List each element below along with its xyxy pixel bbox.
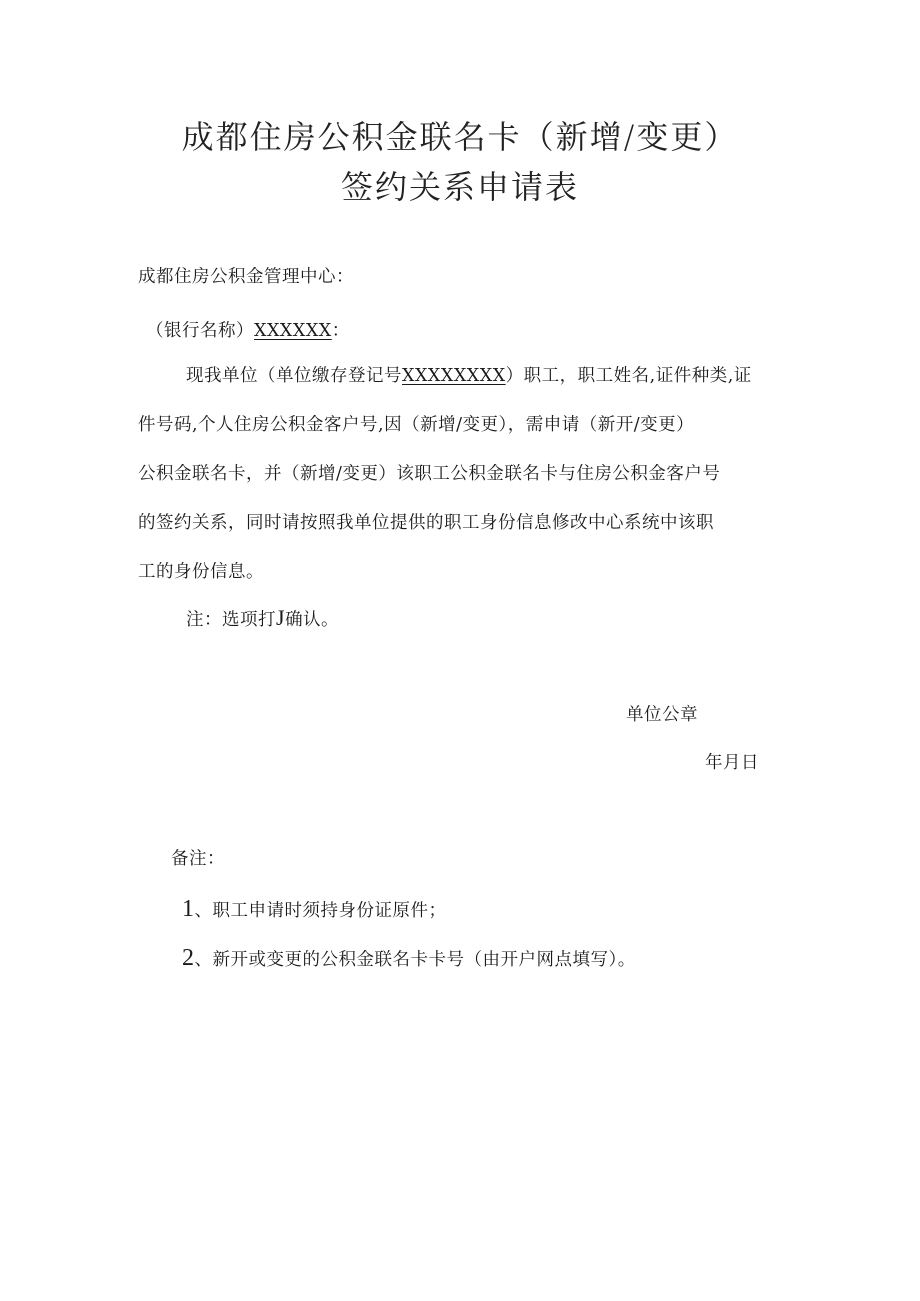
- body-line-2: 件号码,个人住房公积金客户号,因（新增/变更），需申请（新开/变更）: [138, 415, 695, 435]
- form-title-line-1: 成都住房公积金联名卡（新增/变更）: [181, 118, 739, 156]
- body-line-1-suffix: ）职工，职工姓名,证件种类,证: [505, 366, 752, 386]
- date-label: 年月日: [705, 753, 759, 773]
- addressee: 成都住房公积金管理中心：: [138, 267, 354, 287]
- remark-item-1: [182, 897, 447, 923]
- bank-name: XXXXXX: [254, 321, 332, 341]
- registration-number: XXXXXXXX: [402, 366, 506, 386]
- body-line-1-prefix: 现我单位（单位缴存登记号: [186, 366, 402, 386]
- remarks-label: 备注：: [171, 849, 225, 869]
- note-line: [186, 606, 339, 632]
- note-suffix: 确认。: [285, 610, 340, 630]
- form-title-line-2: 签约关系申请表: [340, 168, 579, 206]
- body-line-3: 公积金联名卡，并（新增/变更）该职工公积金联名卡与住房公积金客户号: [138, 464, 721, 484]
- check-mark: J: [276, 605, 286, 630]
- body-line-4: 的签约关系，同时请按照我单位提供的职工身份信息修改中心系统中该职: [138, 513, 714, 533]
- body-line-5: 工的身份信息。: [138, 562, 264, 582]
- remark-text: 、职工申请时须持身份证原件；: [194, 901, 447, 921]
- bank-prefix: （银行名称）: [146, 321, 254, 341]
- bank-line: [146, 319, 350, 343]
- unit-seal-label: 单位公章: [626, 705, 698, 725]
- bank-suffix: ：: [331, 321, 350, 341]
- note-prefix: 注：选项打: [186, 610, 276, 630]
- remark-number: 1: [182, 896, 195, 922]
- remark-text: 、新开或变更的公积金联名卡卡号（由开户网点填写）。: [194, 950, 636, 970]
- body-line-1: [186, 364, 752, 388]
- remark-number: 2: [182, 945, 195, 971]
- remark-item-2: [182, 946, 636, 972]
